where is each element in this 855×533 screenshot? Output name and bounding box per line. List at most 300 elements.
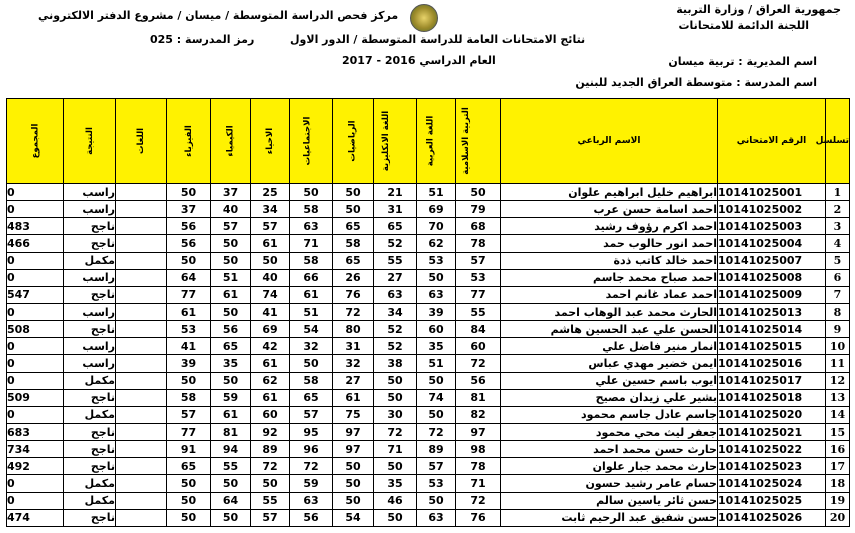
social-score: 63 (290, 218, 333, 235)
islamic-score: 77 (456, 286, 501, 303)
biology-score: 74 (251, 286, 290, 303)
chemistry-score: 35 (211, 355, 251, 372)
islamic-score: 76 (456, 509, 501, 526)
english-score: 31 (374, 201, 417, 218)
physics-score: 50 (167, 509, 211, 526)
social-score: 50 (290, 184, 333, 201)
total-score: 492 (7, 458, 64, 475)
column-header-label: الاجتماعيات (302, 116, 313, 166)
biology-score: 41 (251, 303, 290, 320)
arabic-score: 50 (417, 492, 456, 509)
directorate-name: اسم المديرية : تربية ميسان (668, 55, 817, 68)
islamic-score: 81 (456, 389, 501, 406)
biology-score: 89 (251, 441, 290, 458)
islamic-score: 50 (456, 184, 501, 201)
total-score: 466 (7, 235, 64, 252)
english-score: 34 (374, 303, 417, 320)
physics-score: 65 (167, 458, 211, 475)
result-status: ناجح (64, 286, 116, 303)
table-row (7, 286, 850, 303)
english-score: 50 (374, 372, 417, 389)
arabic-score: 63 (417, 509, 456, 526)
academic-year: العام الدراسي 2016 - 2017 (342, 54, 496, 67)
chemistry-score: 50 (211, 303, 251, 320)
biology-score: 34 (251, 201, 290, 218)
arabic-score: 50 (417, 269, 456, 286)
total-score: 0 (7, 372, 64, 389)
islamic-score: 79 (456, 201, 501, 218)
col-math-header (333, 99, 374, 184)
school-name: اسم المدرسة : متوسطة العراق الجديد للبنين (575, 76, 817, 89)
table-header-row (7, 99, 850, 184)
exam-number: 10141025018 (718, 389, 826, 406)
languages-score (116, 303, 167, 320)
row-seq: 16 (826, 441, 850, 458)
exam-number: 10141025017 (718, 372, 826, 389)
student-name: انمار منير فاضل علي (501, 338, 718, 355)
column-header-label: تسلسل (815, 136, 849, 146)
column-header-label: الفيزياء (183, 125, 194, 157)
student-name: احمد خالد كاتب ذدة (501, 252, 718, 269)
result-status: مكمل (64, 406, 116, 423)
math-score: 65 (333, 218, 374, 235)
social-score: 32 (290, 338, 333, 355)
total-score: 0 (7, 492, 64, 509)
math-score: 97 (333, 441, 374, 458)
chemistry-score: 55 (211, 458, 251, 475)
arabic-score: 50 (417, 372, 456, 389)
languages-score (116, 184, 167, 201)
result-status: راسب (64, 184, 116, 201)
col-seq-header (815, 99, 850, 184)
arabic-score: 53 (417, 475, 456, 492)
column-header-label: المجموع (29, 123, 40, 159)
col-islamic-header (456, 99, 501, 184)
exam-number: 10141025004 (718, 235, 826, 252)
social-score: 72 (290, 458, 333, 475)
result-status: مكمل (64, 252, 116, 269)
biology-score: 62 (251, 372, 290, 389)
col-total-header (7, 99, 64, 184)
islamic-score: 56 (456, 372, 501, 389)
languages-score (116, 389, 167, 406)
math-score: 27 (333, 372, 374, 389)
english-score: 65 (374, 218, 417, 235)
col-physics-header (167, 99, 211, 184)
exam-number: 10141025007 (718, 252, 826, 269)
biology-score: 72 (251, 458, 290, 475)
languages-score (116, 338, 167, 355)
arabic-score: 39 (417, 303, 456, 320)
iraq-emblem-icon (410, 4, 438, 32)
exam-number: 10141025013 (718, 303, 826, 320)
student-name: احمد عماد غانم احمد (501, 286, 718, 303)
english-score: 52 (374, 338, 417, 355)
math-score: 72 (333, 303, 374, 320)
result-status: راسب (64, 355, 116, 372)
table-row (7, 355, 850, 372)
arabic-score: 72 (417, 423, 456, 440)
exam-number: 10141025009 (718, 286, 826, 303)
exam-number: 10141025022 (718, 441, 826, 458)
table-row (7, 235, 850, 252)
chemistry-score: 64 (211, 492, 251, 509)
arabic-score: 53 (417, 252, 456, 269)
physics-score: 50 (167, 252, 211, 269)
chemistry-score: 37 (211, 184, 251, 201)
results-table (6, 98, 850, 527)
table-row (7, 406, 850, 423)
exam-number: 10141025024 (718, 475, 826, 492)
total-score: 0 (7, 475, 64, 492)
islamic-score: 55 (456, 303, 501, 320)
english-score: 52 (374, 321, 417, 338)
exam-number: 10141025020 (718, 406, 826, 423)
languages-score (116, 423, 167, 440)
total-score: 0 (7, 269, 64, 286)
biology-score: 55 (251, 492, 290, 509)
arabic-score: 89 (417, 441, 456, 458)
english-score: 35 (374, 475, 417, 492)
col-chemistry-header (211, 99, 251, 184)
english-score: 27 (374, 269, 417, 286)
row-seq: 4 (826, 235, 850, 252)
math-score: 50 (333, 201, 374, 218)
result-status: مكمل (64, 372, 116, 389)
total-score: 0 (7, 406, 64, 423)
islamic-score: 71 (456, 475, 501, 492)
student-name: الحسن علي عبد الحسين هاشم (501, 321, 718, 338)
english-score: 71 (374, 441, 417, 458)
exam-number: 10141025003 (718, 218, 826, 235)
student-name: احمد انور حالوب حمد (501, 235, 718, 252)
islamic-score: 84 (456, 321, 501, 338)
languages-score (116, 355, 167, 372)
chemistry-score: 50 (211, 372, 251, 389)
arabic-score: 63 (417, 286, 456, 303)
exam-number: 10141025025 (718, 492, 826, 509)
column-header-label: النتيجة (84, 127, 95, 155)
languages-score (116, 235, 167, 252)
chemistry-score: 65 (211, 338, 251, 355)
islamic-score: 98 (456, 441, 501, 458)
result-status: ناجح (64, 509, 116, 526)
chemistry-score: 51 (211, 269, 251, 286)
result-status: ناجح (64, 235, 116, 252)
row-seq: 1 (826, 184, 850, 201)
physics-score: 64 (167, 269, 211, 286)
row-seq: 10 (826, 338, 850, 355)
column-header-label: اللغات (135, 127, 146, 155)
result-status: ناجح (64, 458, 116, 475)
math-score: 50 (333, 492, 374, 509)
exam-number: 10141025016 (718, 355, 826, 372)
biology-score: 69 (251, 321, 290, 338)
social-score: 65 (290, 389, 333, 406)
physics-score: 56 (167, 235, 211, 252)
exam-number: 10141025023 (718, 458, 826, 475)
total-score: 509 (7, 389, 64, 406)
row-seq: 12 (826, 372, 850, 389)
languages-score (116, 252, 167, 269)
student-name: جاسم عادل جاسم محمود (501, 406, 718, 423)
languages-score (116, 286, 167, 303)
column-header-label: الرقم الامتحاني (736, 136, 807, 146)
chemistry-score: 50 (211, 509, 251, 526)
student-name: ايمن خضير مهدي عباس (501, 355, 718, 372)
student-name: حسن شفيق عبد الرحيم ثابت (501, 509, 718, 526)
math-score: 65 (333, 252, 374, 269)
islamic-score: 68 (456, 218, 501, 235)
languages-score (116, 492, 167, 509)
social-score: 71 (290, 235, 333, 252)
languages-score (116, 441, 167, 458)
row-seq: 3 (826, 218, 850, 235)
math-score: 75 (333, 406, 374, 423)
chemistry-score: 50 (211, 235, 251, 252)
chemistry-score: 61 (211, 286, 251, 303)
column-header-label: اللغة الانكليزية (380, 110, 391, 172)
social-score: 54 (290, 321, 333, 338)
arabic-score: 70 (417, 218, 456, 235)
math-score: 54 (333, 509, 374, 526)
social-score: 63 (290, 492, 333, 509)
social-score: 66 (290, 269, 333, 286)
school-code: رمز المدرسة : 025 (150, 33, 255, 46)
islamic-score: 97 (456, 423, 501, 440)
physics-score: 37 (167, 201, 211, 218)
physics-score: 56 (167, 218, 211, 235)
physics-score: 39 (167, 355, 211, 372)
ministry-title: جمهورية العراق / وزارة التربية (676, 3, 841, 16)
social-score: 58 (290, 201, 333, 218)
chemistry-score: 94 (211, 441, 251, 458)
row-seq: 8 (826, 303, 850, 320)
math-score: 50 (333, 458, 374, 475)
table-row (7, 303, 850, 320)
social-score: 50 (290, 355, 333, 372)
column-header-label: اللغة العربية (424, 115, 435, 167)
physics-score: 91 (167, 441, 211, 458)
social-score: 61 (290, 286, 333, 303)
column-header-label: الاحياء (264, 127, 275, 155)
row-seq: 19 (826, 492, 850, 509)
math-score: 26 (333, 269, 374, 286)
table-row (7, 338, 850, 355)
exam-number: 10141025001 (718, 184, 826, 201)
arabic-score: 35 (417, 338, 456, 355)
row-seq: 14 (826, 406, 850, 423)
english-score: 50 (374, 458, 417, 475)
result-status: راسب (64, 338, 116, 355)
total-score: 0 (7, 303, 64, 320)
table-row (7, 509, 850, 526)
physics-score: 50 (167, 372, 211, 389)
arabic-score: 51 (417, 355, 456, 372)
english-score: 46 (374, 492, 417, 509)
student-name: حارث محمد جبار علوان (501, 458, 718, 475)
total-score: 0 (7, 201, 64, 218)
islamic-score: 82 (456, 406, 501, 423)
row-seq: 7 (826, 286, 850, 303)
arabic-score: 60 (417, 321, 456, 338)
math-score: 76 (333, 286, 374, 303)
physics-score: 77 (167, 423, 211, 440)
biology-score: 61 (251, 389, 290, 406)
math-score: 50 (333, 475, 374, 492)
total-score: 508 (7, 321, 64, 338)
table-row (7, 389, 850, 406)
social-score: 58 (290, 252, 333, 269)
math-score: 97 (333, 423, 374, 440)
row-seq: 9 (826, 321, 850, 338)
arabic-score: 57 (417, 458, 456, 475)
chemistry-score: 81 (211, 423, 251, 440)
row-seq: 17 (826, 458, 850, 475)
math-score: 58 (333, 235, 374, 252)
exam-number: 10141025014 (718, 321, 826, 338)
biology-score: 57 (251, 218, 290, 235)
languages-score (116, 372, 167, 389)
student-name: احمد اكرم رؤوف رشيد (501, 218, 718, 235)
table-row (7, 201, 850, 218)
student-name: جعفر ليث محي محمود (501, 423, 718, 440)
arabic-score: 51 (417, 184, 456, 201)
chemistry-score: 57 (211, 218, 251, 235)
physics-score: 50 (167, 492, 211, 509)
table-row (7, 372, 850, 389)
result-status: ناجح (64, 218, 116, 235)
col-languages-header (116, 99, 167, 184)
row-seq: 15 (826, 423, 850, 440)
islamic-score: 53 (456, 269, 501, 286)
exam-number: 10141025002 (718, 201, 826, 218)
islamic-score: 57 (456, 252, 501, 269)
total-score: 483 (7, 218, 64, 235)
table-row (7, 492, 850, 509)
student-name: حارث حسن محمد احمد (501, 441, 718, 458)
row-seq: 2 (826, 201, 850, 218)
student-name: الحارث محمد عبد الوهاب احمد (501, 303, 718, 320)
table-row (7, 458, 850, 475)
biology-score: 50 (251, 252, 290, 269)
math-score: 32 (333, 355, 374, 372)
col-result-header (64, 99, 116, 184)
languages-score (116, 321, 167, 338)
physics-score: 58 (167, 389, 211, 406)
result-status: ناجح (64, 389, 116, 406)
col-exam-number-header (718, 99, 826, 184)
col-social-header (290, 99, 333, 184)
chemistry-score: 40 (211, 201, 251, 218)
math-score: 31 (333, 338, 374, 355)
languages-score (116, 218, 167, 235)
total-score: 683 (7, 423, 64, 440)
project-title: مركز فحص الدراسة المتوسطة / ميسان / مشروع الدفتر الالكتروني (38, 9, 399, 22)
table-row (7, 269, 850, 286)
english-score: 55 (374, 252, 417, 269)
biology-score: 50 (251, 475, 290, 492)
table-row (7, 423, 850, 440)
math-score: 80 (333, 321, 374, 338)
physics-score: 77 (167, 286, 211, 303)
total-score: 547 (7, 286, 64, 303)
arabic-score: 69 (417, 201, 456, 218)
languages-score (116, 458, 167, 475)
result-status: ناجح (64, 441, 116, 458)
social-score: 57 (290, 406, 333, 423)
social-score: 59 (290, 475, 333, 492)
physics-score: 61 (167, 303, 211, 320)
languages-score (116, 269, 167, 286)
result-status: راسب (64, 269, 116, 286)
result-status: راسب (64, 201, 116, 218)
social-score: 95 (290, 423, 333, 440)
chemistry-score: 50 (211, 252, 251, 269)
english-score: 63 (374, 286, 417, 303)
languages-score (116, 406, 167, 423)
english-score: 52 (374, 235, 417, 252)
english-score: 50 (374, 389, 417, 406)
english-score: 38 (374, 355, 417, 372)
result-status: ناجح (64, 423, 116, 440)
english-score: 50 (374, 509, 417, 526)
total-score: 734 (7, 441, 64, 458)
chemistry-score: 61 (211, 406, 251, 423)
total-score: 0 (7, 184, 64, 201)
row-seq: 11 (826, 355, 850, 372)
physics-score: 50 (167, 184, 211, 201)
chemistry-score: 59 (211, 389, 251, 406)
physics-score: 50 (167, 475, 211, 492)
row-seq: 18 (826, 475, 850, 492)
arabic-score: 74 (417, 389, 456, 406)
total-score: 474 (7, 509, 64, 526)
biology-score: 61 (251, 355, 290, 372)
table-row (7, 321, 850, 338)
table-row (7, 184, 850, 201)
exam-number: 10141025015 (718, 338, 826, 355)
result-status: ناجح (64, 321, 116, 338)
exam-number: 10141025026 (718, 509, 826, 526)
biology-score: 42 (251, 338, 290, 355)
chemistry-score: 50 (211, 475, 251, 492)
social-score: 96 (290, 441, 333, 458)
physics-score: 41 (167, 338, 211, 355)
english-score: 21 (374, 184, 417, 201)
biology-score: 40 (251, 269, 290, 286)
table-row (7, 218, 850, 235)
exam-number: 10141025008 (718, 269, 826, 286)
biology-score: 60 (251, 406, 290, 423)
physics-score: 57 (167, 406, 211, 423)
total-score: 0 (7, 252, 64, 269)
student-name: احمد صباح محمد جاسم (501, 269, 718, 286)
result-status: مكمل (64, 475, 116, 492)
row-seq: 13 (826, 389, 850, 406)
row-seq: 5 (826, 252, 850, 269)
student-name: حسام عامر رشيد حسون (501, 475, 718, 492)
student-name: احمد اسامة حسن عرب (501, 201, 718, 218)
biology-score: 61 (251, 235, 290, 252)
total-score: 0 (7, 355, 64, 372)
column-header-label: الكيمياء (225, 125, 236, 157)
math-score: 61 (333, 389, 374, 406)
math-score: 50 (333, 184, 374, 201)
languages-score (116, 509, 167, 526)
table-row (7, 252, 850, 269)
biology-score: 57 (251, 509, 290, 526)
